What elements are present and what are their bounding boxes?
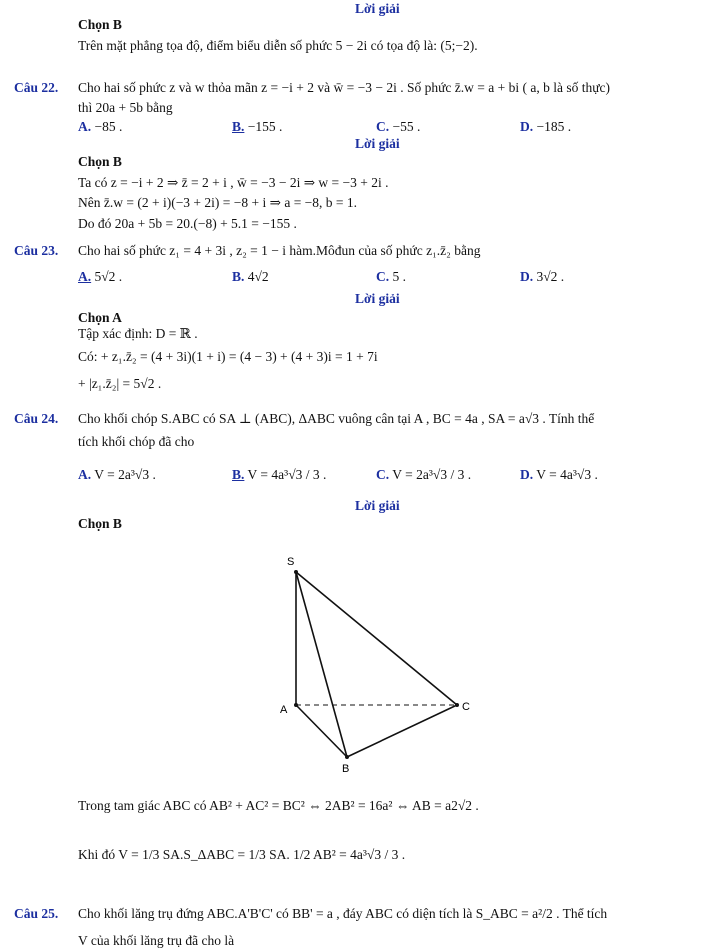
option-d: D. V = 4a³√3 .	[520, 467, 598, 482]
option-c: C. −55 .	[376, 119, 421, 134]
edge-bc	[347, 705, 457, 757]
question-text: Cho hai số phức z₁ = 4 + 3i , z₂ = 1 − i hàm.Môđun của số phức z₁.z̄₂ bằng	[78, 243, 481, 258]
question-text: tích khối chóp đã cho	[78, 434, 195, 449]
question-text: thì 20a + 5b bằng	[78, 100, 173, 115]
answer-choice: Chọn A	[78, 310, 122, 325]
vertex-c	[455, 703, 459, 707]
question-text: Cho hai số phức z và w thỏa mãn z = −i + 2 và w̄ = −3 − 2i . Số phức z̄.w = a + bi ( a, b là số thực)	[78, 80, 611, 95]
option-d: D. 3√2 .	[520, 269, 565, 284]
solution-line: Nên z̄.w = (2 + i)(−3 + 2i) = −8 + i ⇒ a = −8, b = 1.	[78, 195, 358, 210]
vertex-b	[345, 755, 349, 759]
option-a: A. V = 2a³√3 .	[78, 467, 156, 482]
vertex-a	[294, 703, 298, 707]
label-b: B	[342, 763, 350, 775]
question-label: Câu 24.	[14, 411, 59, 426]
option-c: C. V = 2a³√3 / 3 .	[376, 467, 472, 482]
solution-heading: Lời giải	[355, 136, 400, 151]
label-c: C	[462, 701, 470, 713]
vertex-s	[294, 570, 298, 574]
option-b: B. V = 4a³√3 / 3 .	[232, 467, 327, 482]
solution-line: + |z₁.z̄₂| = 5√2 .	[78, 376, 162, 391]
question-text: Cho khối chóp S.ABC có SA ⊥ (ABC), ΔABC vuông cân tại A , BC = 4a , SA = a√3 . Tính thể	[78, 411, 595, 426]
solution-line: Khi đó V = 1/3 SA.S_ΔABC = 1/3 SA. 1/2 AB² = 4a³√3 / 3 .	[78, 847, 406, 862]
solution-line: Do đó 20a + 5b = 20.(−8) + 5.1 = −155 .	[78, 216, 297, 231]
solution-heading: Lời giải	[355, 291, 400, 306]
label-a: A	[280, 704, 288, 716]
option-c: C. 5 .	[376, 269, 406, 284]
option-b: B. −155 .	[232, 119, 283, 134]
label-s: S	[287, 556, 295, 568]
edge-sc	[296, 572, 457, 705]
answer-choice: Chọn B	[78, 154, 122, 169]
answer-choice: Chọn B	[78, 17, 122, 32]
answer-choice: Chọn B	[78, 516, 122, 531]
solution-line: Trên mặt phẳng tọa độ, điểm biểu diễn số phức 5 − 2i có tọa độ là: (5;−2).	[78, 38, 478, 53]
solution-line: Tập xác định: D = ℝ .	[78, 326, 198, 341]
question-text: Cho khối lăng trụ đứng ABC.A'B'C' có BB' = a , đáy ABC có diện tích là S_ABC = a²/2 . Thể tích	[78, 906, 608, 921]
option-d: D. −185 .	[520, 119, 572, 134]
option-a: A. −85 .	[78, 119, 123, 134]
question-label: Câu 25.	[14, 906, 59, 921]
edge-sb	[296, 572, 347, 757]
question-label: Câu 23.	[14, 243, 59, 258]
solution-heading: Lời giải	[355, 498, 400, 513]
solution-line: Có: + z₁.z̄₂ = (4 + 3i)(1 + i) = (4 − 3) + (4 + 3)i = 1 + 7i	[78, 349, 378, 364]
option-b: B. 4√2	[232, 269, 269, 284]
option-a: A. 5√2 .	[78, 269, 123, 284]
solution-heading: Lời giải	[355, 1, 400, 16]
pyramid-figure	[270, 550, 480, 780]
question-text: V của khối lăng trụ đã cho là	[78, 933, 235, 948]
solution-line: Ta có z = −i + 2 ⇒ z̄ = 2 + i , w̄ = −3 − 2i ⇒ w = −3 + 2i .	[78, 175, 389, 190]
solution-line: Trong tam giác ABC có AB² + AC² = BC² ⇔ 2AB² = 16a² ⇔ AB = a2√2 .	[78, 798, 479, 813]
question-label: Câu 22.	[14, 80, 59, 95]
